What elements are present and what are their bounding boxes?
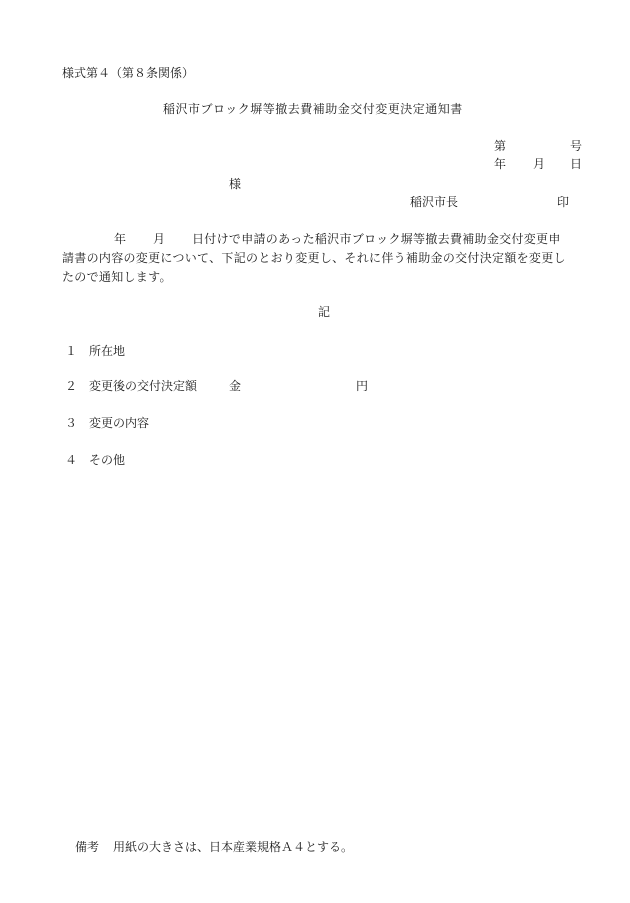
ki-heading: 記 [318, 305, 331, 319]
item-number: ４ [65, 453, 78, 467]
amount-prefix: 金 [229, 379, 242, 393]
item-number: ３ [65, 416, 78, 430]
number-prefix: 第 [494, 139, 507, 153]
body-line3: たので通知します。 [62, 270, 172, 284]
date-month: 月 [533, 157, 546, 171]
date-day: 日 [570, 157, 583, 171]
item-number: ２ [65, 379, 78, 393]
body-month: 月 [153, 232, 166, 246]
item-label-location: 所在地 [89, 344, 126, 358]
body-line1: 日付けで申請のあった稲沢市ブロック塀等撤去費補助金交付変更申 [192, 232, 561, 246]
document-title: 稲沢市ブロック塀等撤去費補助金交付変更決定通知書 [163, 102, 463, 116]
recipient-suffix: 様 [229, 177, 242, 191]
body-line2: 請書の内容の変更について、下記のとおり変更し、それに伴う補助金の交付決定額を変更し [62, 251, 566, 265]
body-year: 年 [114, 232, 127, 246]
issuer-name: 稲沢市長 [410, 195, 459, 209]
item-label-amount: 変更後の交付決定額 [89, 379, 198, 393]
note-label: 備考 [75, 840, 100, 854]
date-year: 年 [494, 157, 507, 171]
note-text: 用紙の大きさは、日本産業規格Ａ４とする。 [113, 840, 354, 854]
amount-suffix: 円 [356, 379, 369, 393]
number-suffix: 号 [570, 139, 583, 153]
seal-mark: 印 [557, 195, 570, 209]
item-label-other: その他 [89, 453, 126, 467]
item-number: １ [65, 344, 78, 358]
form-label: 様式第４（第８条関係） [62, 66, 195, 80]
item-label-change: 変更の内容 [89, 416, 150, 430]
